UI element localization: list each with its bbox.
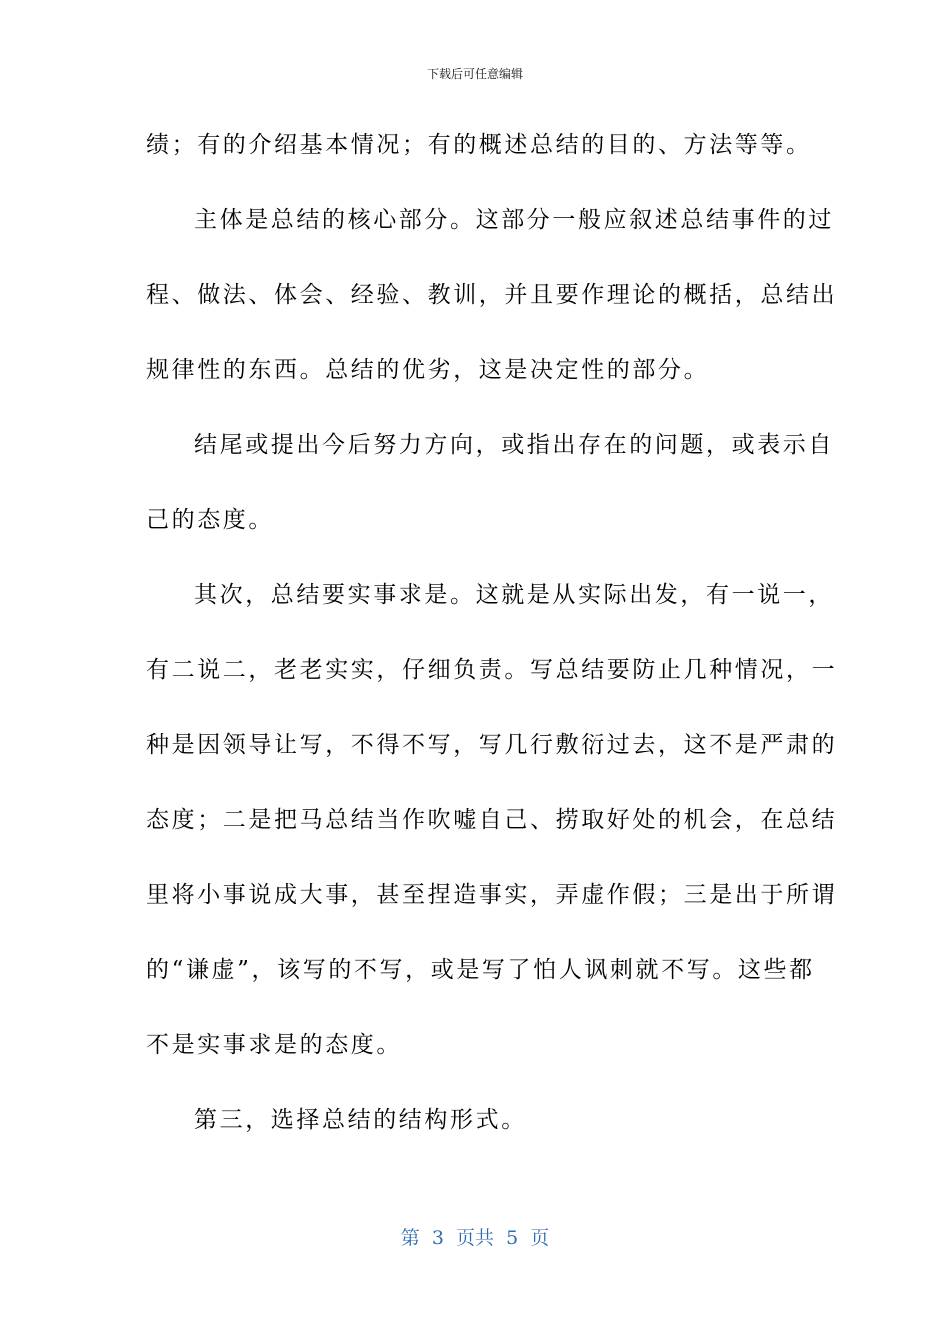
body-line: 不是实事求是的态度。 — [146, 1032, 402, 1058]
body-line: 己的态度。 — [146, 507, 274, 533]
body-line: 种是因领导让写，不得不写，写几行敷衍过去，这不是严肃的 — [146, 732, 838, 758]
body-line: 规律性的东西。总结的优劣，这是决定性的部分。 — [146, 357, 710, 383]
body-line: 第三，选择总结的结构形式。 — [194, 1107, 527, 1133]
body-line: 的“谦虚”，该写的不写，或是写了怕人讽刺就不写。这些都 — [146, 957, 815, 983]
body-line: 结尾或提出今后努力方向，或指出存在的问题，或表示自 — [194, 432, 834, 458]
body-line: 里将小事说成大事，甚至捏造事实，弄虚作假；三是出于所谓 — [146, 882, 838, 908]
body-line: 有二说二，老老实实，仔细负责。写总结要防止几种情况，一 — [146, 657, 838, 683]
body-line: 程、做法、体会、经验、教训，并且要作理论的概括，总结出 — [146, 282, 838, 308]
body-line: 态度；二是把马总结当作吹嘘自己、捞取好处的机会，在总结 — [146, 807, 838, 833]
body-line: 绩；有的介绍基本情况；有的概述总结的目的、方法等等。 — [146, 132, 812, 158]
page-number-footer: 第 3 页共 5 页 — [400, 1227, 550, 1249]
body-line: 主体是总结的核心部分。这部分一般应叙述总结事件的过 — [194, 207, 834, 233]
page-header: 下载后可任意编辑 — [426, 67, 523, 81]
body-line: 其次，总结要实事求是。这就是从实际出发，有一说一， — [194, 582, 834, 608]
